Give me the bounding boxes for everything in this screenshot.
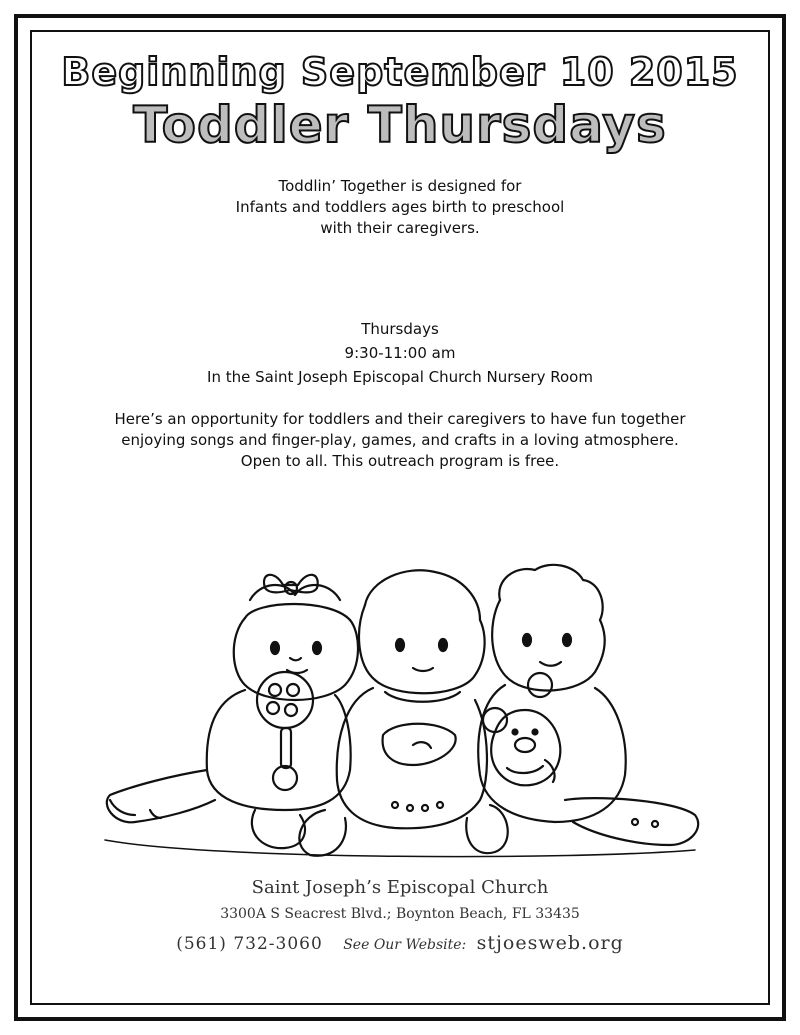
description-paragraph	[60, 409, 740, 472]
intro-line: Infants and toddlers ages birth to preschool	[235, 198, 565, 216]
schedule-day: Thursdays	[361, 320, 439, 338]
start-date-heading: Beginning September 10 2015	[61, 50, 739, 94]
intro-line: with their caregivers.	[320, 219, 480, 237]
right-toddler	[478, 565, 698, 845]
left-toddler	[107, 575, 358, 848]
church-name: Saint Joseph’s Episcopal Church	[251, 877, 549, 898]
website-label: See Our Website:	[343, 937, 467, 953]
schedule-location: In the Saint Joseph Episcopal Church Nursery Room	[207, 368, 593, 386]
church-address: 3300A S Seacrest Blvd.; Boynton Beach, FL 33435	[220, 906, 580, 922]
schedule-time: 9:30-11:00 am	[344, 344, 456, 362]
contact-line	[0, 932, 800, 954]
intro-line: Toddlin’ Together is designed for	[278, 177, 522, 195]
description-line: Open to all. This outreach program is free.	[240, 452, 560, 470]
website-link[interactable]: stjoesweb.org	[476, 932, 624, 954]
middle-toddler	[299, 570, 507, 855]
description-line: Here’s an opportunity for toddlers and their caregivers to have fun together	[114, 410, 686, 428]
intro-paragraph	[60, 176, 740, 239]
three-toddlers-illustration	[95, 560, 705, 870]
description-line: enjoying songs and finger-play, games, and crafts in a loving atmosphere.	[121, 431, 679, 449]
phone-number: (561) 732-3060	[176, 934, 323, 954]
event-title: Toddler Thursdays	[133, 96, 667, 154]
schedule-block	[60, 317, 740, 389]
